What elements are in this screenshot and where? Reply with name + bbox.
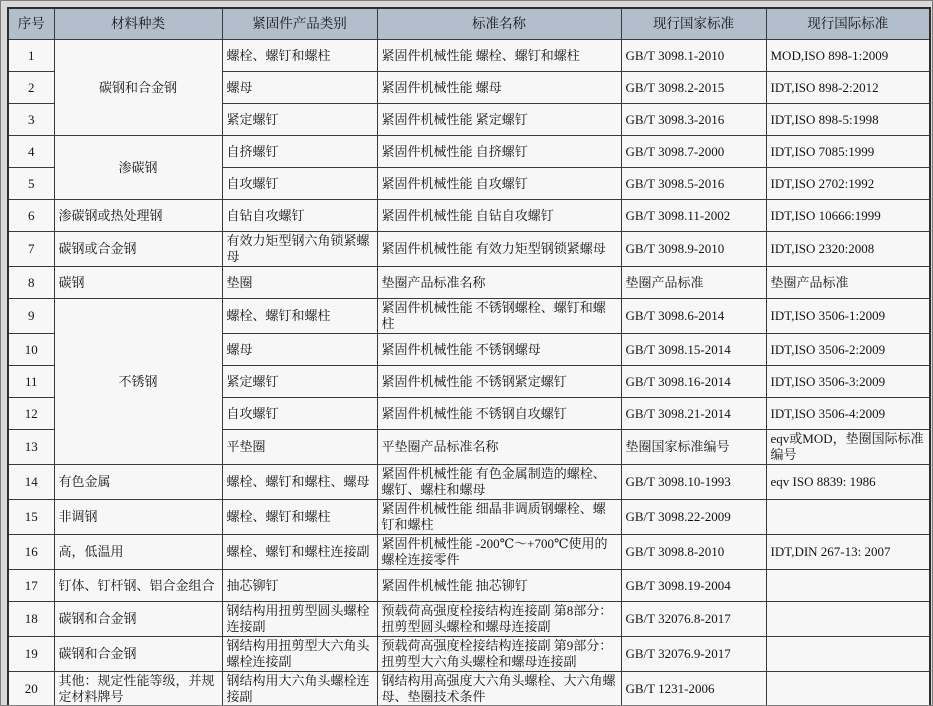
cell-national-standard: GB/T 3098.16-2014 xyxy=(621,366,766,398)
cell-national-standard: GB/T 32076.8-2017 xyxy=(621,602,766,637)
cell-category: 螺母 xyxy=(222,334,377,366)
cell-national-standard: 垫圈国家标准编号 xyxy=(621,430,766,465)
cell-no: 12 xyxy=(8,398,54,430)
table-row xyxy=(8,500,930,535)
cell-national-standard: GB/T 3098.2-2015 xyxy=(621,72,766,104)
cell-no: 13 xyxy=(8,430,54,465)
cell-international-standard: IDT,ISO 10666:1999 xyxy=(766,200,930,232)
cell-material: 不锈钢 xyxy=(54,299,222,465)
table-row xyxy=(8,136,930,168)
col-header-international-standard: 现行国际标准 xyxy=(766,8,930,40)
cell-no: 20 xyxy=(8,672,54,706)
cell-national-standard: 垫圈产品标准 xyxy=(621,267,766,299)
cell-international-standard: IDT,ISO 7085:1999 xyxy=(766,136,930,168)
cell-international-standard: IDT,ISO 3506-4:2009 xyxy=(766,398,930,430)
cell-national-standard: GB/T 3098.9-2010 xyxy=(621,232,766,267)
cell-national-standard: GB/T 3098.1-2010 xyxy=(621,40,766,72)
cell-international-standard xyxy=(766,602,930,637)
cell-national-standard: GB/T 32076.9-2017 xyxy=(621,637,766,672)
cell-category: 自挤螺钉 xyxy=(222,136,377,168)
cell-international-standard xyxy=(766,500,930,535)
table-row xyxy=(8,267,930,299)
cell-no: 4 xyxy=(8,136,54,168)
col-header-material: 材料种类 xyxy=(54,8,222,40)
cell-material: 碳钢和合金钢 xyxy=(54,602,222,637)
cell-standard-name: 紧固件机械性能 细晶非调质钢螺栓、螺钉和螺柱 xyxy=(377,500,621,535)
cell-no: 16 xyxy=(8,535,54,570)
cell-standard-name: 钢结构用高强度大六角头螺栓、大六角螺母、垫圈技术条件 xyxy=(377,672,621,706)
cell-no: 18 xyxy=(8,602,54,637)
cell-category: 自攻螺钉 xyxy=(222,168,377,200)
cell-category: 螺栓、螺钉和螺柱 xyxy=(222,500,377,535)
cell-international-standard: IDT,ISO 898-5:1998 xyxy=(766,104,930,136)
cell-category: 自钻自攻螺钉 xyxy=(222,200,377,232)
cell-standard-name: 垫圈产品标准名称 xyxy=(377,267,621,299)
cell-standard-name: 紧固件机械性能 有效力矩型钢锁紧螺母 xyxy=(377,232,621,267)
cell-category: 紧定螺钉 xyxy=(222,104,377,136)
table-row xyxy=(8,40,930,72)
table-row xyxy=(8,535,930,570)
col-header-no: 序号 xyxy=(8,8,54,40)
cell-standard-name: 紧固件机械性能 不锈钢螺栓、螺钉和螺柱 xyxy=(377,299,621,334)
cell-no: 14 xyxy=(8,465,54,500)
col-header-national-standard: 现行国家标准 xyxy=(621,8,766,40)
cell-category: 有效力矩型钢六角锁紧螺母 xyxy=(222,232,377,267)
cell-category: 钢结构用扭剪型大六角头螺栓连接副 xyxy=(222,637,377,672)
cell-international-standard: eqv ISO 8839: 1986 xyxy=(766,465,930,500)
cell-standard-name: 紧固件机械性能 紧定螺钉 xyxy=(377,104,621,136)
cell-standard-name: 平垫圈产品标准名称 xyxy=(377,430,621,465)
cell-material: 有色金属 xyxy=(54,465,222,500)
cell-international-standard: IDT,ISO 2702:1992 xyxy=(766,168,930,200)
cell-international-standard: MOD,ISO 898-1:2009 xyxy=(766,40,930,72)
cell-international-standard: IDT,ISO 3506-1:2009 xyxy=(766,299,930,334)
col-header-category: 紧固件产品类别 xyxy=(222,8,377,40)
table-row xyxy=(8,602,930,637)
cell-no: 9 xyxy=(8,299,54,334)
cell-no: 17 xyxy=(8,570,54,602)
cell-material: 渗碳钢 xyxy=(54,136,222,200)
cell-standard-name: 预载荷高强度栓接结构连接副 第9部分：扭剪型大六角头螺栓和螺母连接副 xyxy=(377,637,621,672)
cell-category: 紧定螺钉 xyxy=(222,366,377,398)
cell-standard-name: 紧固件机械性能 不锈钢螺母 xyxy=(377,334,621,366)
cell-material: 钉体、钉杆钢、铝合金组合 xyxy=(54,570,222,602)
cell-category: 螺栓、螺钉和螺柱 xyxy=(222,40,377,72)
cell-national-standard: GB/T 3098.11-2002 xyxy=(621,200,766,232)
cell-no: 8 xyxy=(8,267,54,299)
table-row xyxy=(8,570,930,602)
header-row xyxy=(8,8,930,40)
col-header-standard-name: 标准名称 xyxy=(377,8,621,40)
cell-category: 钢结构用大六角头螺栓连接副 xyxy=(222,672,377,706)
table-row xyxy=(8,200,930,232)
cell-category: 垫圈 xyxy=(222,267,377,299)
cell-international-standard: IDT,ISO 3506-2:2009 xyxy=(766,334,930,366)
cell-national-standard: GB/T 3098.10-1993 xyxy=(621,465,766,500)
cell-standard-name: 紧固件机械性能 不锈钢自攻螺钉 xyxy=(377,398,621,430)
cell-standard-name: 紧固件机械性能 不锈钢紧定螺钉 xyxy=(377,366,621,398)
cell-international-standard: IDT,DIN 267-13: 2007 xyxy=(766,535,930,570)
cell-international-standard xyxy=(766,672,930,706)
cell-material: 高，低温用 xyxy=(54,535,222,570)
cell-category: 螺母 xyxy=(222,72,377,104)
cell-national-standard: GB/T 3098.21-2014 xyxy=(621,398,766,430)
cell-no: 7 xyxy=(8,232,54,267)
cell-international-standard: IDT,ISO 2320:2008 xyxy=(766,232,930,267)
cell-international-standard: IDT,ISO 3506-3:2009 xyxy=(766,366,930,398)
cell-standard-name: 紧固件机械性能 自挤螺钉 xyxy=(377,136,621,168)
cell-no: 19 xyxy=(8,637,54,672)
cell-no: 1 xyxy=(8,40,54,72)
cell-international-standard: IDT,ISO 898-2:2012 xyxy=(766,72,930,104)
cell-national-standard: GB/T 3098.7-2000 xyxy=(621,136,766,168)
cell-standard-name: 紧固件机械性能 自钻自攻螺钉 xyxy=(377,200,621,232)
cell-category: 平垫圈 xyxy=(222,430,377,465)
cell-material: 渗碳钢或热处理钢 xyxy=(54,200,222,232)
cell-category: 螺栓、螺钉和螺柱 xyxy=(222,299,377,334)
cell-international-standard: eqv或MOD，垫圈国际标准编号 xyxy=(766,430,930,465)
cell-no: 3 xyxy=(8,104,54,136)
cell-material: 碳钢或合金钢 xyxy=(54,232,222,267)
cell-no: 15 xyxy=(8,500,54,535)
cell-national-standard: GB/T 3098.5-2016 xyxy=(621,168,766,200)
fastener-standards-table xyxy=(7,7,931,706)
cell-standard-name: 紧固件机械性能 抽芯铆钉 xyxy=(377,570,621,602)
cell-international-standard xyxy=(766,570,930,602)
table-row xyxy=(8,465,930,500)
cell-international-standard xyxy=(766,637,930,672)
cell-material: 碳钢和合金钢 xyxy=(54,637,222,672)
cell-national-standard: GB/T 3098.15-2014 xyxy=(621,334,766,366)
cell-standard-name: 预载荷高强度栓接结构连接副 第8部分：扭剪型圆头螺栓和螺母连接副 xyxy=(377,602,621,637)
cell-no: 6 xyxy=(8,200,54,232)
cell-national-standard: GB/T 3098.3-2016 xyxy=(621,104,766,136)
cell-material: 碳钢和合金钢 xyxy=(54,40,222,136)
cell-category: 螺栓、螺钉和螺柱、螺母 xyxy=(222,465,377,500)
table-row xyxy=(8,232,930,267)
table-row xyxy=(8,299,930,334)
cell-material: 其他：规定性能等级，并规定材料牌号 xyxy=(54,672,222,706)
cell-no: 11 xyxy=(8,366,54,398)
cell-material: 非调钢 xyxy=(54,500,222,535)
cell-national-standard: GB/T 3098.22-2009 xyxy=(621,500,766,535)
cell-international-standard: 垫圈产品标准 xyxy=(766,267,930,299)
cell-material: 碳钢 xyxy=(54,267,222,299)
cell-standard-name: 紧固件机械性能 螺栓、螺钉和螺柱 xyxy=(377,40,621,72)
cell-standard-name: 紧固件机械性能 自攻螺钉 xyxy=(377,168,621,200)
cell-no: 10 xyxy=(8,334,54,366)
cell-category: 螺栓、螺钉和螺柱连接副 xyxy=(222,535,377,570)
cell-category: 钢结构用扭剪型圆头螺栓连接副 xyxy=(222,602,377,637)
cell-standard-name: 紧固件机械性能 有色金属制造的螺栓、螺钉、螺柱和螺母 xyxy=(377,465,621,500)
cell-national-standard: GB/T 3098.19-2004 xyxy=(621,570,766,602)
cell-standard-name: 紧固件机械性能 -200℃～+700℃使用的螺栓连接零件 xyxy=(377,535,621,570)
table-row xyxy=(8,637,930,672)
cell-national-standard: GB/T 3098.6-2014 xyxy=(621,299,766,334)
cell-standard-name: 紧固件机械性能 螺母 xyxy=(377,72,621,104)
cell-category: 自攻螺钉 xyxy=(222,398,377,430)
cell-no: 2 xyxy=(8,72,54,104)
cell-no: 5 xyxy=(8,168,54,200)
cell-national-standard: GB/T 3098.8-2010 xyxy=(621,535,766,570)
table-row xyxy=(8,672,930,706)
cell-category: 抽芯铆钉 xyxy=(222,570,377,602)
cell-national-standard: GB/T 1231-2006 xyxy=(621,672,766,706)
